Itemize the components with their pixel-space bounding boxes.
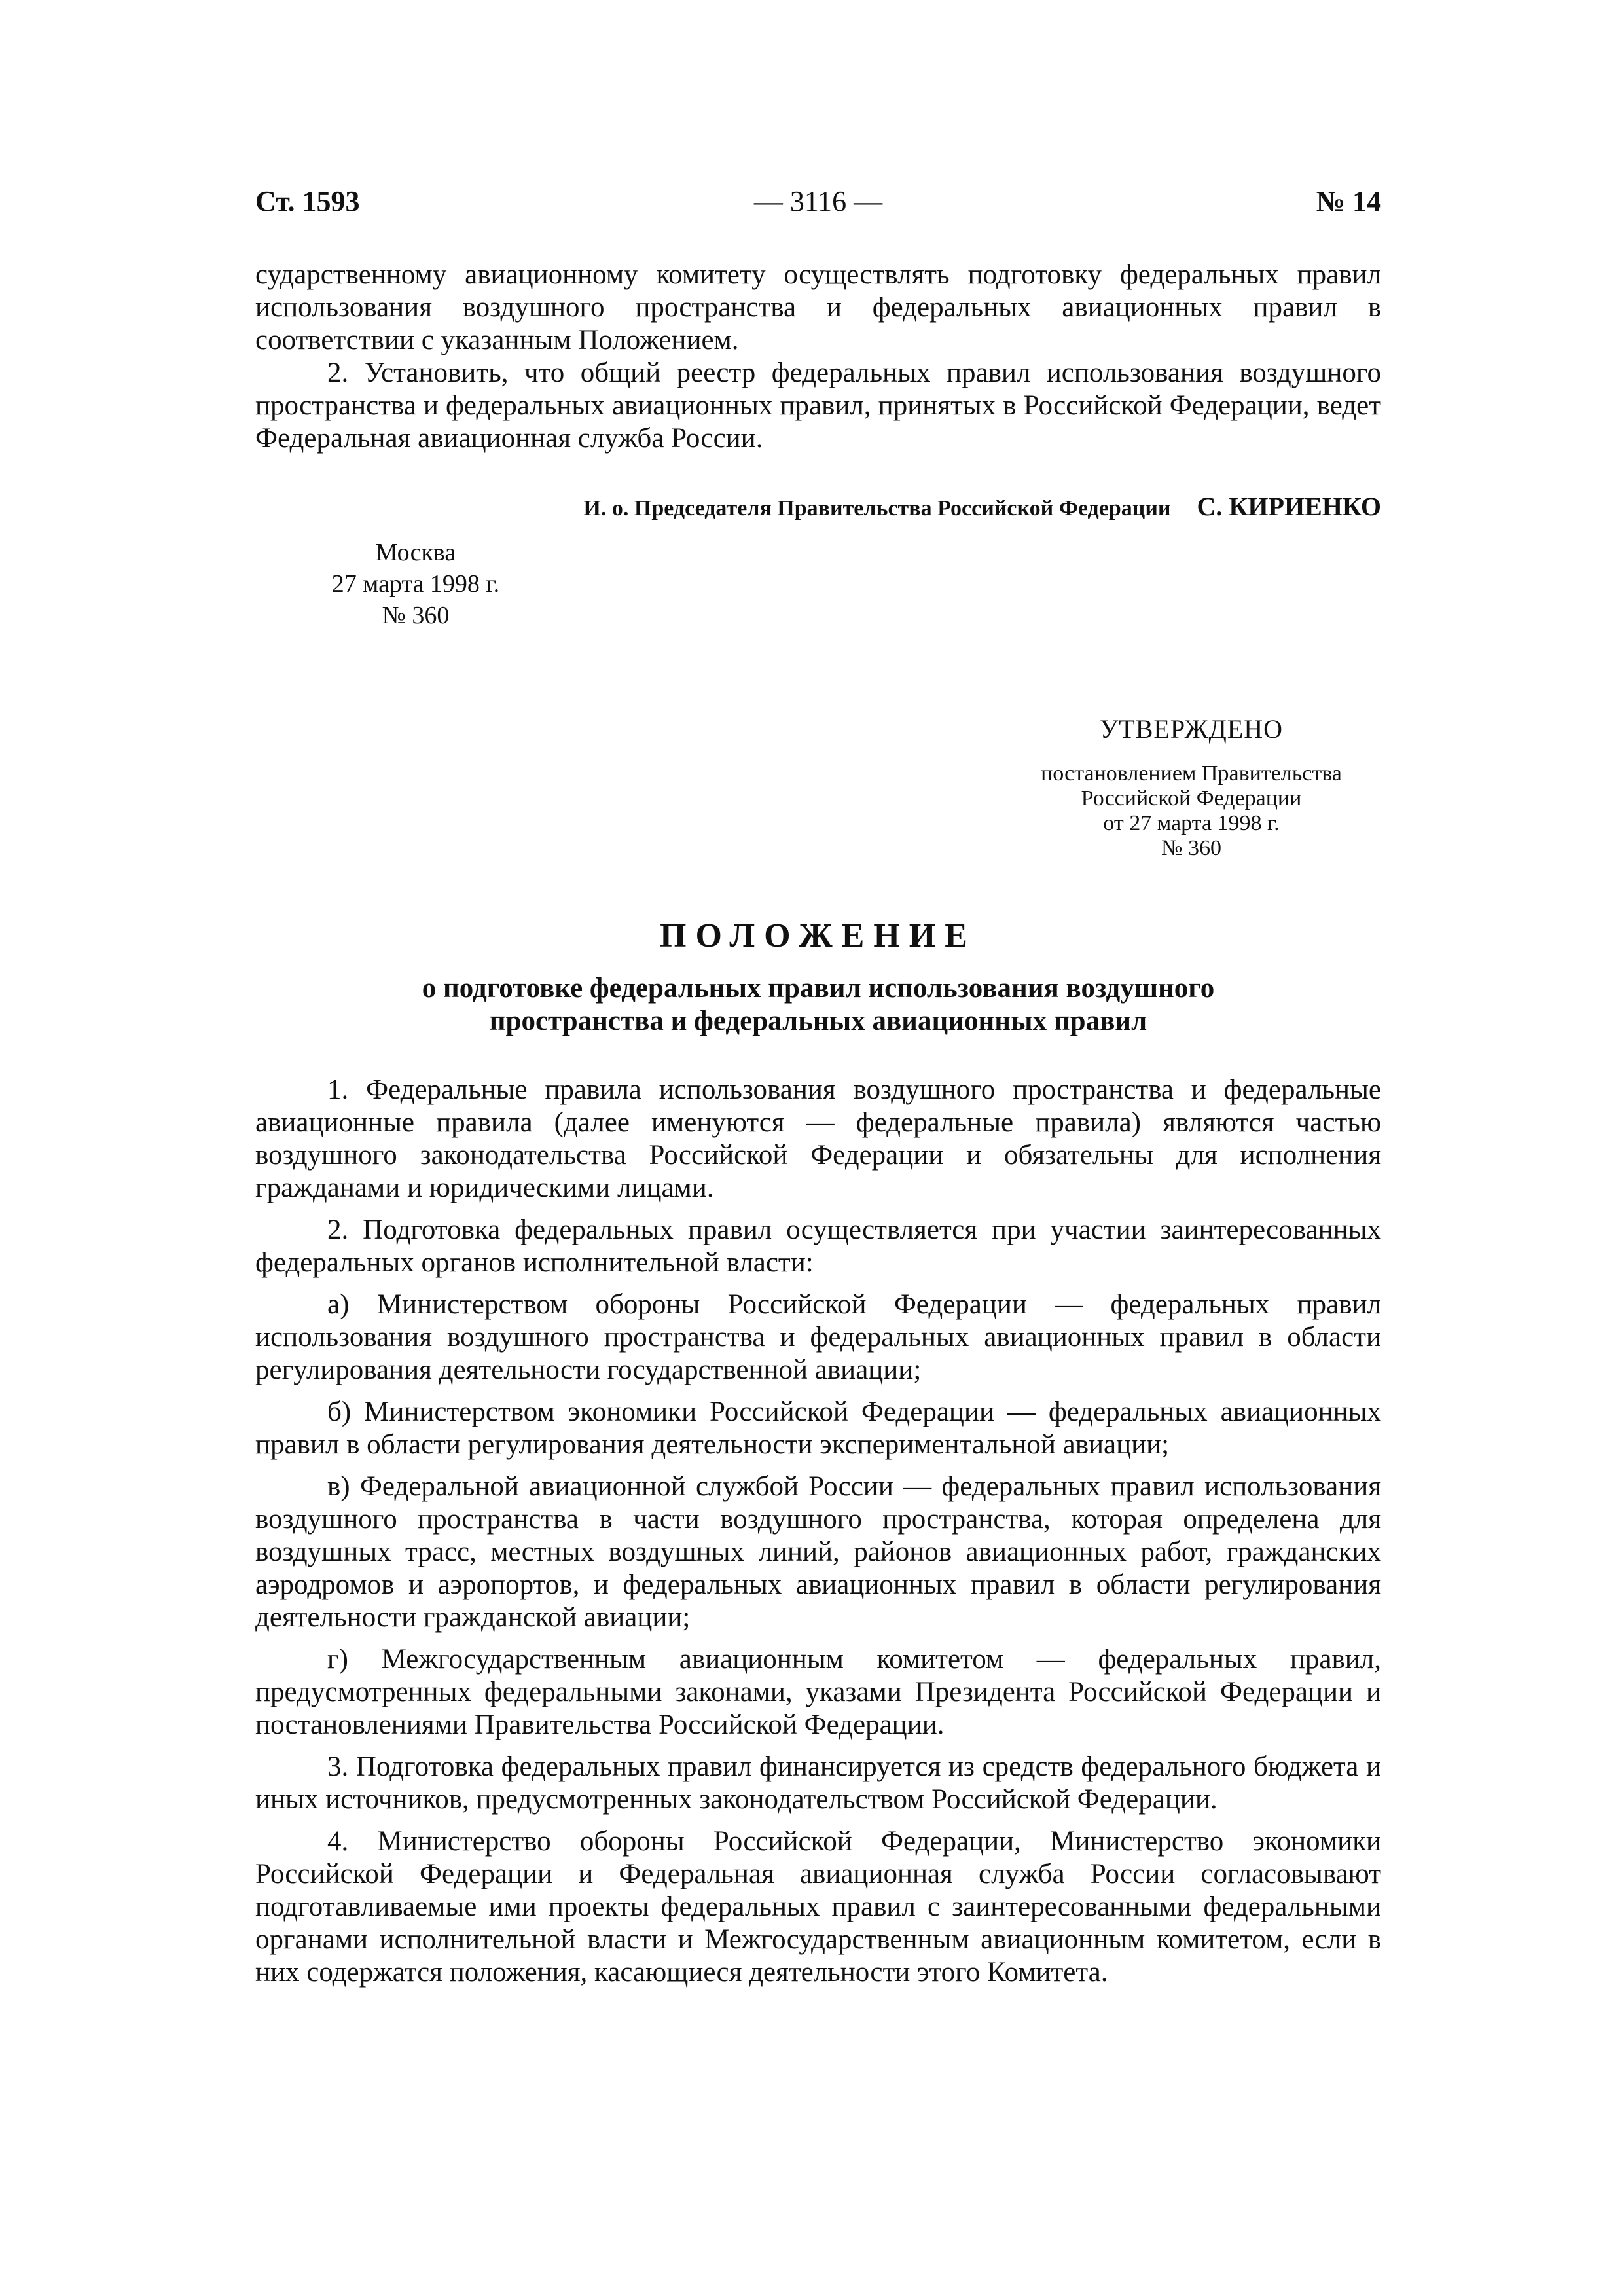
paragraph-2: 2. Подготовка федеральных правил осуществляется при участии заинтересованных федеральных органов исполнительной власти:	[255, 1214, 1381, 1278]
approval-line-2: Российской Федерации	[1081, 786, 1302, 811]
signature-name: С. КИРИЕНКО	[1197, 492, 1381, 521]
approval-title: УТВЕРЖДЕНО	[1099, 714, 1284, 744]
paragraph-3: 3. Подготовка федеральных правил финансируется из средств федерального бюджета и иных источников, предусмотренных законодательством Российской Федерации.	[255, 1751, 1381, 1815]
subtitle-line-2: пространства и федеральных авиационных правил	[489, 1006, 1147, 1036]
paragraph-4: 4. Министерство обороны Российской Федерации, Министерство экономики Российской Федерации и Федеральная авиационная служба России согласовывают подготавливаемые ими проекты федеральных правил с заинтересованными федеральными органами исполнительной власти и Межгосударственным авиационным комитетом, если в них содержатся положения, касающиеся деятельности этого Комитета.	[255, 1826, 1381, 1988]
paragraph-1: 1. Федеральные правила использования воздушного пространства и федеральные авиационные правила (далее именуются — федеральные правила) являются частью воздушного законодательства Российской Федерации и обязательны для исполнения гражданами и юридическими лицами.	[255, 1074, 1381, 1203]
place-city: Москва	[375, 539, 456, 566]
paragraph-2a: а) Министерством обороны Российской Федерации — федеральных правил использования воздушного пространства и федеральных авиационных правил в области регулирования деятельности государственной авиации;	[255, 1289, 1381, 1385]
regulation-body	[255, 1074, 1381, 1998]
document-title: ПОЛОЖЕНИЕ	[660, 917, 977, 955]
paragraph-2b: б) Министерством экономики Российской Федерации — федеральных авиационных правил в области регулирования деятельности экспериментальной авиации;	[255, 1396, 1381, 1460]
paragraph-2c: в) Федеральной авиационной службой России — федеральных правил использования воздушного пространства в части воздушного пространства, которая определена для воздушных трасс, местных воздушных линий, районов авиационных работ, гражданских аэродромов и аэропортов, и федеральных авиационных правил в области регулирования деятельности гражданской авиации;	[255, 1471, 1381, 1633]
intro-paragraph-2: 2. Установить, что общий реестр федеральных правил использования воздушного пространства и федеральных авиационных правил, принятых в Российской Федерации, ведет Федеральная авиационная служба России.	[255, 357, 1381, 454]
issue-number: № 14	[1316, 185, 1381, 217]
approval-stamp	[1001, 714, 1381, 861]
page-header	[255, 185, 1381, 224]
approval-line-1: постановлением Правительства	[1041, 761, 1342, 786]
signature-line	[497, 491, 1381, 522]
paragraph-2d: г) Межгосударственным авиационным комитетом — федеральных правил, предусмотренных федеральными законами, указами Президента Российской Федерации и постановлениями Правительства Российской Федерации.	[255, 1644, 1381, 1740]
intro-section	[255, 259, 1381, 455]
place-date: 27 марта 1998 г.	[331, 570, 500, 598]
place-date-block	[308, 537, 524, 631]
intro-continuation: сударственному авиационному комитету осуществлять подготовку федеральных правил использования воздушного пространства и федеральных авиационных правил в соответствии с указанным Положением.	[255, 259, 1381, 355]
signature-position: И. о. Председателя Правительства Российской Федерации	[583, 496, 1171, 520]
place-number: № 360	[382, 602, 450, 629]
page-number: — 3116 —	[753, 185, 883, 217]
document-subtitle	[255, 972, 1381, 1038]
approval-line-4: № 360	[1161, 836, 1221, 860]
approval-line-3: от 27 марта 1998 г.	[1103, 811, 1280, 835]
article-number: Ст. 1593	[255, 185, 360, 217]
subtitle-line-1: о подготовке федеральных правил использования воздушного	[422, 973, 1215, 1004]
